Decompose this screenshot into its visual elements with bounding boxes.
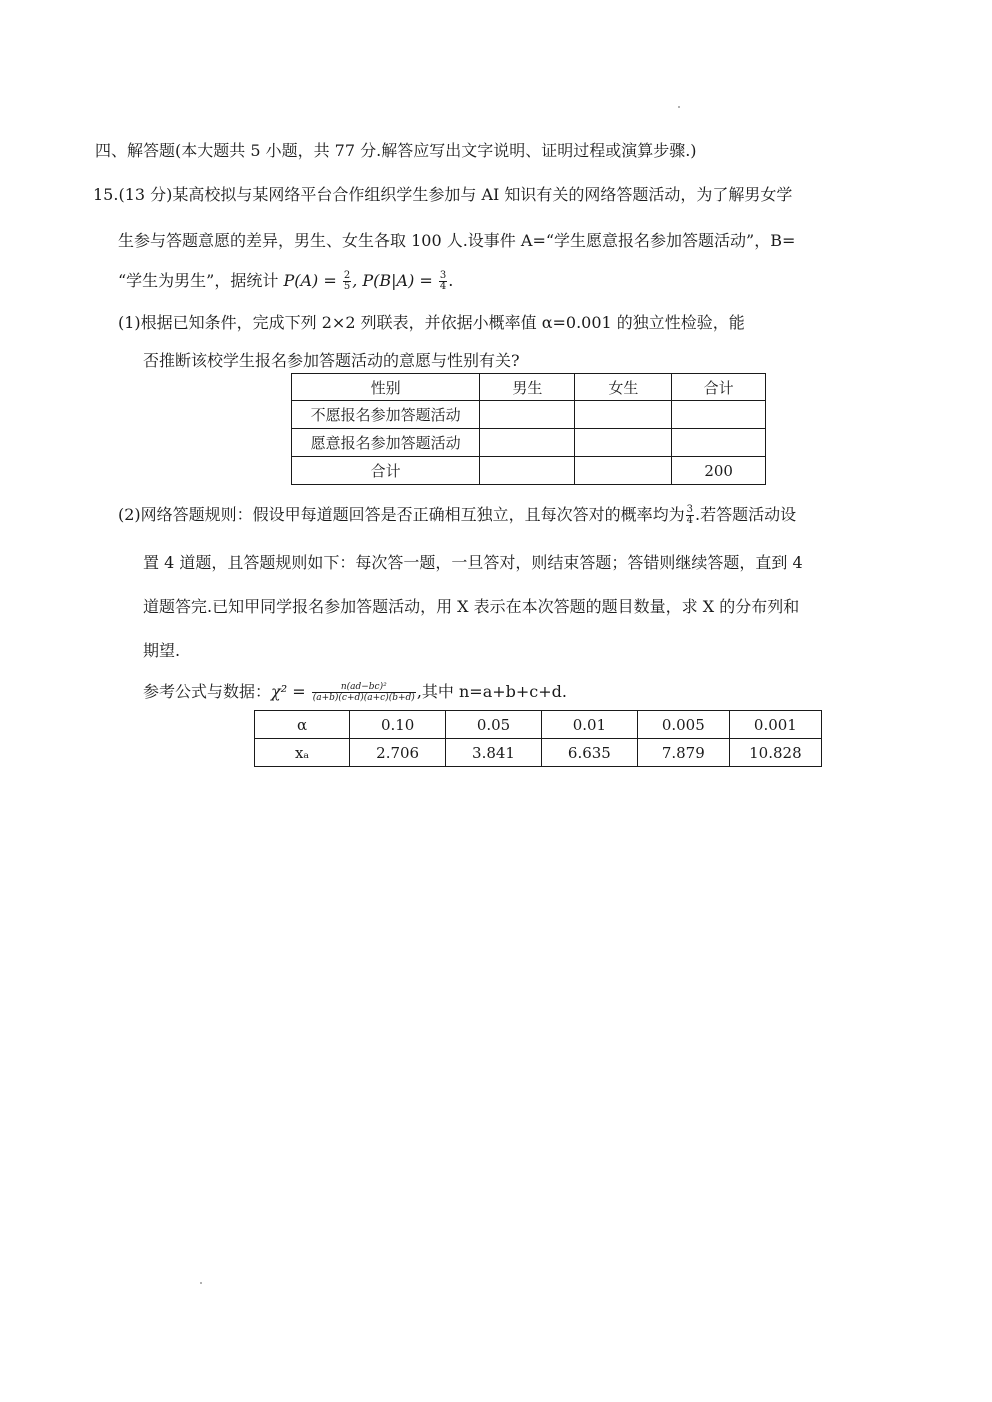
cell-total-female [575,457,672,485]
prob-b-given-a-denominator: 4 [439,281,447,292]
alpha-0-01: 0.01 [541,711,637,739]
cell-willing-male [480,429,575,457]
header-male: 男生 [480,374,575,401]
critical-value-1: 2.706 [350,739,446,767]
cell-willing-total [672,429,766,457]
critical-value-2: 3.841 [446,739,542,767]
header-gender: 性别 [292,374,480,401]
alpha-0-10: 0.10 [350,711,446,739]
part-2-line-3: 道题答完.已知甲同学报名参加答题活动，用 X 表示在本次答题的题目数量，求 X 的分布列和 [143,597,800,616]
problem-intro-line-2: 生参与答题意愿的差异，男生、女生各取 100 人.设事件 A=“学生愿意报名参加答题活动”，B= [118,231,796,250]
contingency-table [291,373,766,485]
contingency-row-total [292,457,766,485]
alpha-0-001: 0.001 [729,711,821,739]
reference-suffix: ,其中 n=a+b+c+d. [416,682,568,701]
prob-a-denominator: 5 [343,281,351,292]
header-total: 合计 [672,374,766,401]
intro-line-3-suffix: . [448,271,454,290]
header-female: 女生 [575,374,672,401]
part-2-line-2: 置 4 道题，且答题规则如下：每次答一题，一旦答对，则结束答题；答错则继续答题，直到 4 [143,553,803,572]
row-label-unwilling: 不愿报名参加答题活动 [292,401,480,429]
contingency-header-row [292,374,766,401]
cell-grand-total: 200 [672,457,766,485]
speck-top [678,106,680,108]
reference-prefix: 参考公式与数据： [143,682,272,701]
part-1-line-2: 否推断该校学生报名参加答题活动的意愿与性别有关? [143,351,520,370]
critical-value-4: 7.879 [637,739,729,767]
cell-willing-female [575,429,672,457]
chi-square-label: χ² = [271,682,311,701]
reference-formula-line [143,681,567,703]
prob-b-given-a-numerator: 3 [439,270,447,281]
critical-value-row [255,739,822,767]
chi-square-fraction [312,682,416,703]
cell-total-male [480,457,575,485]
cell-unwilling-male [480,401,575,429]
section-heading: 四、解答题(本大题共 5 小题，共 77 分.解答应写出文字说明、证明过程或演算步骤.) [95,141,697,160]
critical-value-3: 6.635 [541,739,637,767]
alpha-0-005: 0.005 [637,711,729,739]
chi-square-denominator: (a+b)(c+d)(a+c)(b+d) [312,693,415,703]
row-label-willing: 愿意报名参加答题活动 [292,429,480,457]
prob-a-numerator: 2 [343,270,351,281]
contingency-row-unwilling [292,401,766,429]
contingency-row-willing [292,429,766,457]
prob-a-fraction [343,271,351,292]
prob-b-given-a-label: , P(B|A) = [352,271,438,290]
part-2-line-4: 期望. [143,641,181,660]
part-2-line-1 [118,504,796,526]
alpha-row [255,711,822,739]
cell-unwilling-female [575,401,672,429]
part-2-line-1-suffix: .若答题活动设 [695,505,797,524]
part-1-line-1: (1)根据已知条件，完成下列 2×2 列联表，并依据小概率值 α=0.001 的独立性检验，能 [118,313,745,332]
prob-b-given-a-fraction [439,271,447,292]
alpha-0-05: 0.05 [446,711,542,739]
speck-bottom [200,1282,202,1284]
prob-a-label: P(A) = [283,271,342,290]
alpha-header: α [255,711,350,739]
chi-square-numerator: n(ad−bc)² [312,682,416,693]
cell-unwilling-total [672,401,766,429]
problem-intro-line-1: 15.(13 分)某高校拟与某网络平台合作组织学生参加与 AI 知识有关的网络答题活动，为了解男女学 [93,185,793,204]
intro-line-3-prefix: “学生为男生”，据统计 [118,271,284,290]
correct-prob-fraction [686,505,694,526]
critical-value-header: xₐ [255,739,350,767]
problem-intro-line-3 [118,270,453,292]
correct-prob-numerator: 3 [686,504,694,515]
critical-value-table [254,710,822,767]
part-2-line-1-prefix: (2)网络答题规则：假设甲每道题回答是否正确相互独立，且每次答对的概率均为 [118,505,685,524]
row-label-total: 合计 [292,457,480,485]
correct-prob-denominator: 4 [686,515,694,526]
critical-value-5: 10.828 [729,739,821,767]
